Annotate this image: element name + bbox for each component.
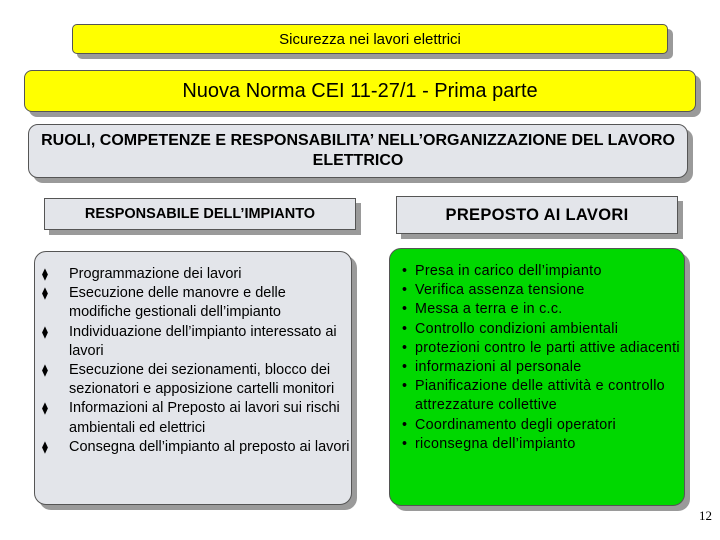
list-item-text: Presa in carico dell’impianto <box>415 263 602 279</box>
page-title: Nuova Norma CEI 11-27/1 - Prima parte <box>182 79 538 102</box>
list-item <box>400 300 684 319</box>
section-heading-box <box>28 124 688 178</box>
list-item <box>400 339 684 358</box>
preposto-panel <box>389 248 685 506</box>
preposto-header: PREPOSTO AI LAVORI <box>445 205 629 224</box>
list-item-text: Pianificazione delle attività e controllo attrezzature collettive <box>415 378 665 414</box>
list-item-text: Controllo condizioni ambientali <box>415 320 619 337</box>
diamond-icon: ⧫ <box>42 401 48 416</box>
bullet-icon: • <box>402 282 408 299</box>
subtitle-banner <box>72 24 668 54</box>
list-item <box>39 361 351 399</box>
list-item <box>39 284 351 322</box>
diamond-icon: ⧫ <box>42 286 48 301</box>
subtitle-text: Sicurezza nei lavori elettrici <box>279 30 461 48</box>
list-item-text: protezioni contro le parti attive adiacenti <box>415 339 680 356</box>
list-item-text: Consegna dell’impianto al preposto ai lavori <box>69 438 350 455</box>
bullet-icon: • <box>402 416 408 433</box>
diamond-icon: ⧫ <box>42 439 48 454</box>
responsabile-header-box <box>44 198 356 230</box>
list-item-text: Esecuzione dei sezionamenti, blocco dei sezionatori e apposizione cartelli monitori <box>69 362 335 398</box>
list-item-text: Verifica assenza tensione <box>415 282 585 299</box>
list-item-text: Programmazione dei lavori <box>69 266 242 282</box>
list-item <box>39 323 351 361</box>
list-item <box>39 265 351 284</box>
bullet-icon: • <box>402 320 408 337</box>
list-item-text: Coordinamento degli operatori <box>415 416 617 433</box>
list-item <box>400 358 684 377</box>
list-item <box>400 416 684 435</box>
list-item <box>39 438 351 457</box>
title-banner <box>24 70 696 112</box>
responsabile-header: RESPONSABILE DELL’IMPIANTO <box>84 206 316 222</box>
bullet-icon: • <box>402 263 408 279</box>
preposto-header-box <box>396 196 678 234</box>
bullet-icon: • <box>402 378 408 395</box>
list-item-text: Messa a terra e in c.c. <box>415 301 563 318</box>
diamond-icon: ⧫ <box>42 267 48 281</box>
responsabile-panel <box>34 251 352 505</box>
bullet-icon: • <box>402 435 408 452</box>
section-heading: RUOLI, COMPETENZE E RESPONSABILITA’ NELL’ORGANIZZAZIONE DEL LAVORO ELETTRICO <box>41 132 675 169</box>
list-item <box>400 377 684 415</box>
bullet-icon: • <box>402 359 408 376</box>
list-item-text: Individuazione dell’impianto interessato ai lavori <box>69 323 337 359</box>
diamond-icon: ⧫ <box>42 363 48 378</box>
list-item <box>400 435 684 454</box>
diamond-icon: ⧫ <box>42 324 48 339</box>
list-item <box>400 281 684 300</box>
list-item-text: informazioni al personale <box>415 359 582 376</box>
page-number: 12 <box>699 508 712 523</box>
bullet-icon: • <box>402 339 408 356</box>
preposto-list <box>400 262 684 454</box>
bullet-icon: • <box>402 301 408 318</box>
list-item <box>400 320 684 339</box>
list-item <box>400 262 684 281</box>
list-item <box>39 399 351 437</box>
list-item-text: riconsegna dell’impianto <box>415 435 576 452</box>
list-item-text: Informazioni al Preposto ai lavori sui rischi ambientali ed elettrici <box>69 400 340 436</box>
responsabile-list <box>39 265 351 457</box>
list-item-text: Esecuzione delle manovre e delle modifiche gestionali dell’impianto <box>69 285 286 321</box>
